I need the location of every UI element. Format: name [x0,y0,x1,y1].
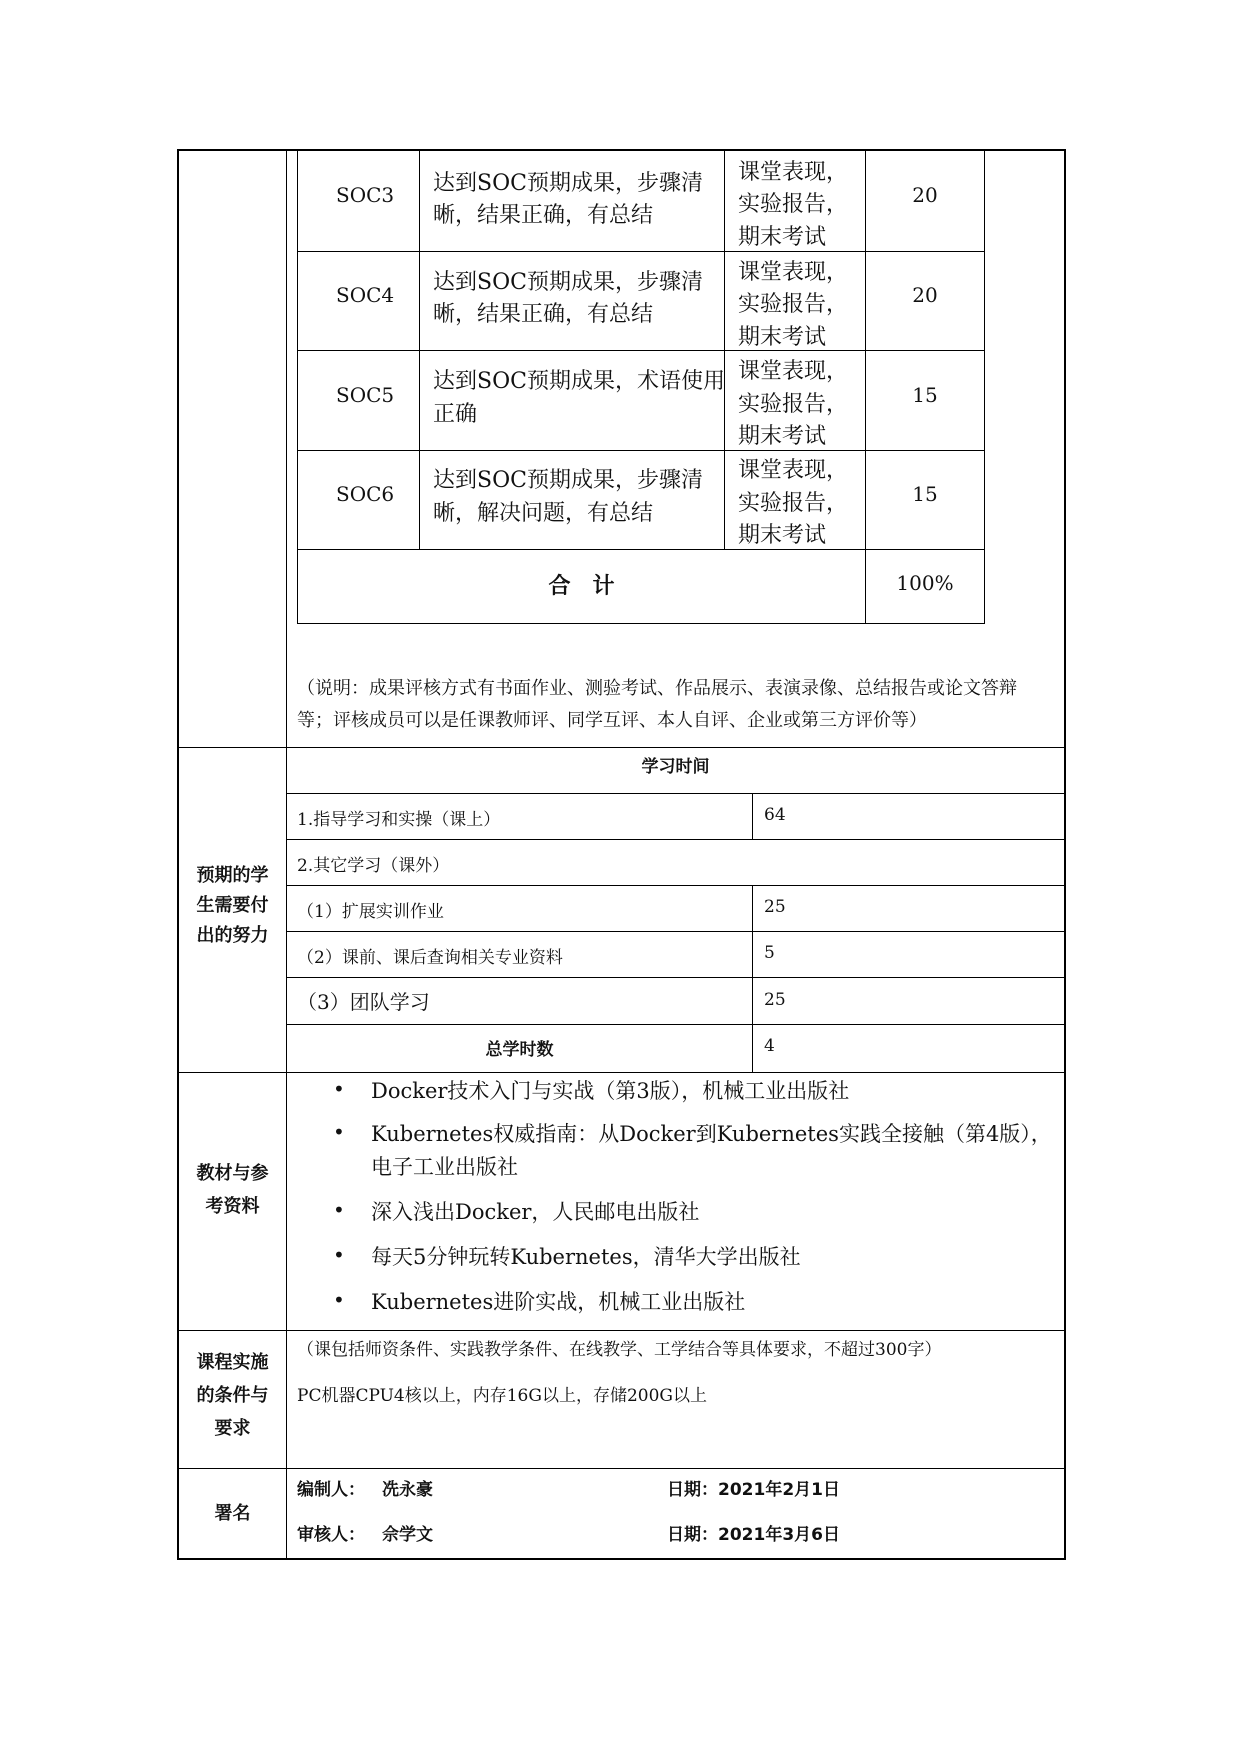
criteria-line: 晰，结果正确，有总结 [433,203,654,228]
soc-code: SOC6 [336,482,395,506]
assessment-row-line [297,251,985,252]
label-line: 生需要付 [196,895,269,916]
effort-item-value: 5 [764,943,775,963]
editor-date: 日期：2021年2月1日 [667,1480,840,1500]
textbooks-label [179,1157,286,1223]
soc-code: SOC3 [336,183,395,207]
label-line: 预期的学 [196,865,269,886]
textbook-entry: 每天5分钟玩转Kubernetes，清华大学出版社 [371,1245,801,1269]
reviewer-date: 日期：2021年3月6日 [667,1525,840,1545]
assessment-col-line [297,151,298,624]
label-column-divider [286,149,287,1559]
assessment-note: （说明：成果评核方式有书面作业、测验考试、作品展示、表演录像、总结报告或论文答辩 [297,678,1017,699]
effort-item-value: 25 [764,897,786,917]
method-line: 实验报告， [738,392,849,417]
method-line: 课堂表现， [738,160,849,185]
signature-label: 署名 [214,1503,251,1524]
conditions-label [179,1346,286,1445]
textbook-entry: Kubernetes权威指南：从Docker到Kubernetes实践全接触（第4版）， [371,1122,1052,1146]
textbook-entry: 电子工业出版社 [371,1155,518,1179]
assessment-row-line [297,549,985,550]
criteria-line: 正确 [433,402,478,427]
label-line: 要求 [214,1418,251,1439]
effort-total-label: 总学时数 [485,1040,554,1060]
total-label: 合 计 [548,574,615,599]
effort-row-line [287,885,1065,886]
method-line: 实验报告， [738,292,849,317]
criteria-line: 晰，结果正确，有总结 [433,302,654,327]
method-line: 实验报告， [738,192,849,217]
effort-item-label: （2）课前、课后查询相关专业资料 [297,948,563,968]
method-line: 实验报告， [738,491,849,516]
effort-item-label: 1.指导学习和实操（课上） [297,810,501,830]
conditions-hint: （课包括师资条件、实践教学条件、在线教学、工学结合等具体要求，不超过300字） [297,1340,942,1360]
effort-item-label: （1）扩展实训作业 [297,902,444,922]
criteria-line: 达到SOC预期成果，步骤清 [433,270,703,295]
effort-item-value: 64 [764,805,786,825]
weight-value: 15 [912,383,938,407]
effort-row-line [287,931,1065,932]
effort-row-line [287,839,1065,840]
criteria-line: 晰，解决问题，有总结 [433,501,654,526]
effort-label [179,861,286,951]
assessment-note: 等；评核成员可以是任课教师评、同学互评、本人自评、企业或第三方评价等） [297,710,927,731]
section-divider [177,1468,1066,1469]
method-line: 期末考试 [738,325,827,350]
assessment-row-line [297,350,985,351]
method-line: 期末考试 [738,424,827,449]
bullet-icon: • [333,1077,345,1101]
section-divider [177,1330,1066,1331]
assessment-col-line [984,151,985,624]
bullet-icon: • [333,1288,345,1312]
section-divider [177,1072,1066,1073]
outer-top-border [177,149,1066,151]
criteria-line: 达到SOC预期成果，步骤清 [433,171,703,196]
effort-col-line [752,885,753,1072]
conditions-content: PC机器CPU4核以上，内存16G以上，存储200G以上 [297,1386,707,1406]
assessment-row-line [297,623,985,624]
total-value: 100% [896,571,954,595]
method-line: 期末考试 [738,225,827,250]
criteria-line: 达到SOC预期成果，术语使用 [433,369,725,394]
method-line: 课堂表现， [738,260,849,285]
textbook-entry: 深入浅出Docker，人民邮电出版社 [371,1200,700,1224]
outer-right-border [1064,149,1066,1559]
label-line: 教材与参 [196,1163,269,1184]
effort-item-label: （3）团队学习 [297,990,430,1014]
method-line: 课堂表现， [738,458,849,483]
method-line: 期末考试 [738,523,827,548]
label-line: 的条件与 [196,1385,269,1406]
effort-total-value: 4 [764,1036,775,1056]
outer-bottom-border [177,1558,1066,1560]
label-line: 考资料 [205,1196,260,1217]
effort-header: 学习时间 [641,757,710,777]
editor-label: 编制人： [297,1480,365,1500]
bullet-icon: • [333,1198,345,1222]
effort-item-value: 25 [764,990,786,1010]
weight-value: 20 [912,283,938,307]
reviewer-name: 佘学文 [382,1525,433,1545]
textbook-entry: Docker技术入门与实战（第3版），机械工业出版社 [371,1079,850,1103]
weight-value: 15 [912,482,938,506]
reviewer-label: 审核人： [297,1525,365,1545]
section-divider [177,747,1066,748]
weight-value: 20 [912,183,938,207]
method-line: 课堂表现， [738,359,849,384]
effort-col-line [752,793,753,839]
effort-row-line [287,977,1065,978]
editor-name: 冼永豪 [382,1480,433,1500]
effort-row-line [287,1024,1065,1025]
assessment-row-line [297,450,985,451]
criteria-line: 达到SOC预期成果，步骤清 [433,468,703,493]
label-line: 出的努力 [196,925,269,946]
bullet-icon: • [333,1243,345,1267]
label-line: 课程实施 [196,1352,269,1373]
soc-code: SOC4 [336,283,395,307]
effort-item-label: 2.其它学习（课外） [297,856,450,876]
effort-row-line [287,793,1065,794]
textbook-entry: Kubernetes进阶实战，机械工业出版社 [371,1290,746,1314]
bullet-icon: • [333,1120,345,1144]
soc-code: SOC5 [336,383,395,407]
